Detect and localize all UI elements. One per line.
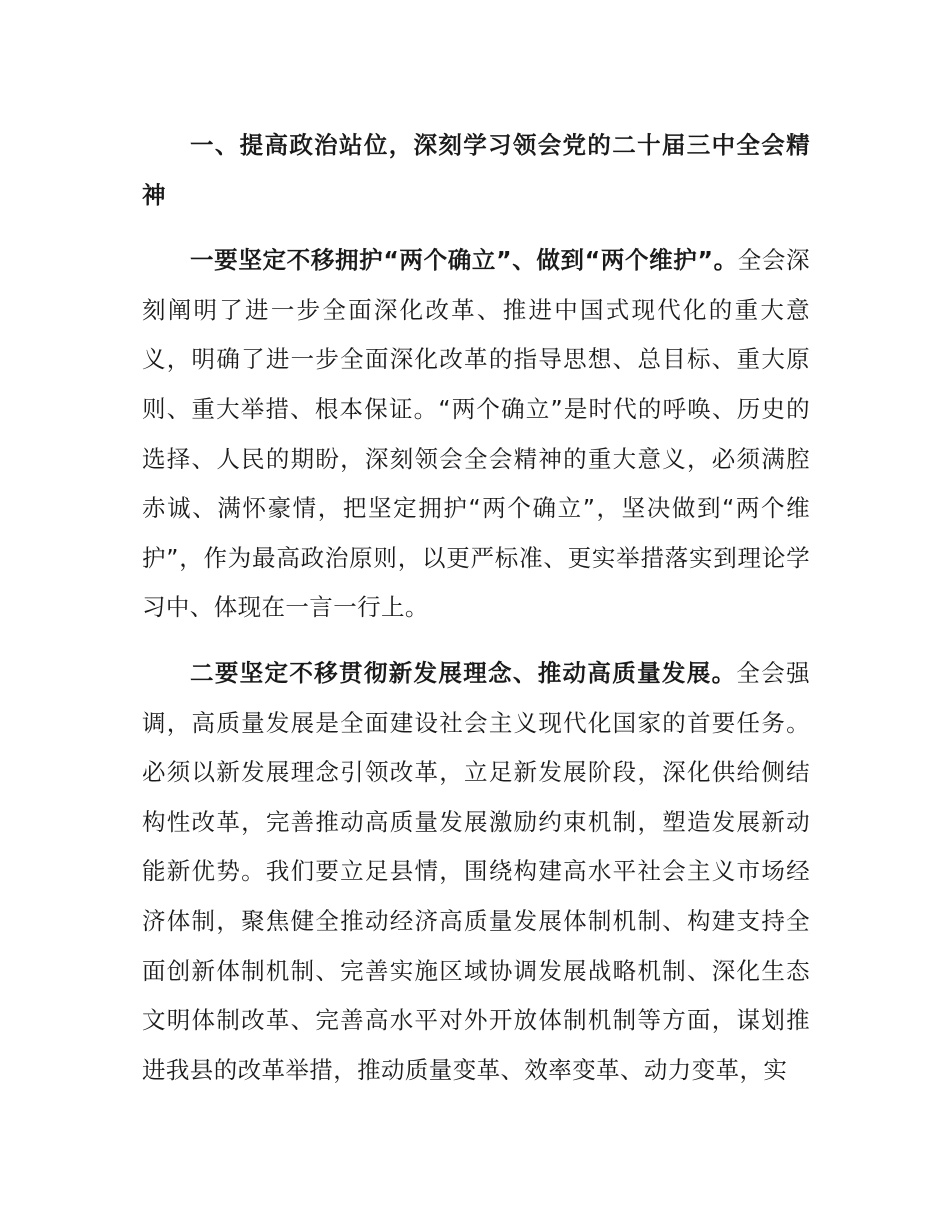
section-heading: 一、提高政治站位，深刻学习领会党的二十届三中全会精神 <box>142 131 810 209</box>
paragraph-1 <box>142 236 810 633</box>
paragraph-1-text: 全会深刻阐明了进一步全面深化改革、推进中国式现代化的重大意义，明确了进一步全面深化改革的指导思想、总目标、重大原则、重大举措、根本保证。“两个确立”是时代的呼唤、历史的选择、人民的期盼，深刻领会全会精神的重大意义，必须满腔赤诚、满怀豪情，把坚定拥护“两个确立”，坚决做到“两个维护”，作为最高政治原则，以更严标准、更实举措落实到理论学习中、体现在一言一行上。 <box>142 246 810 622</box>
paragraph-2-text: 全会强调，高质量发展是全面建设社会主义现代化国家的首要任务。必须以新发展理念引领改革，立足新发展阶段，深化供给侧结构性改革，完善推动高质量发展激励约束机制，塑造发展新动能新优势。我们要立足县情，围绕构建高水平社会主义市场经济体制，聚焦健全推动经济高质量发展体制机制、构建支持全面创新体制机制、完善实施区域协调发展战略机制、深化生态文明体制改革、完善高水平对外开放体制机制等方面，谋划推进我县的改革举措，推动质量变革、效率变革、动力变革，实 <box>142 658 810 1084</box>
document-body <box>142 121 810 1111</box>
paragraph-2 <box>142 649 810 1095</box>
paragraph-2-lead: 二要坚定不移贯彻新发展理念、推动高质量发展。 <box>190 658 737 687</box>
paragraph-1-lead: 一要坚定不移拥护“两个确立”、做到“两个维护”。 <box>190 246 738 275</box>
